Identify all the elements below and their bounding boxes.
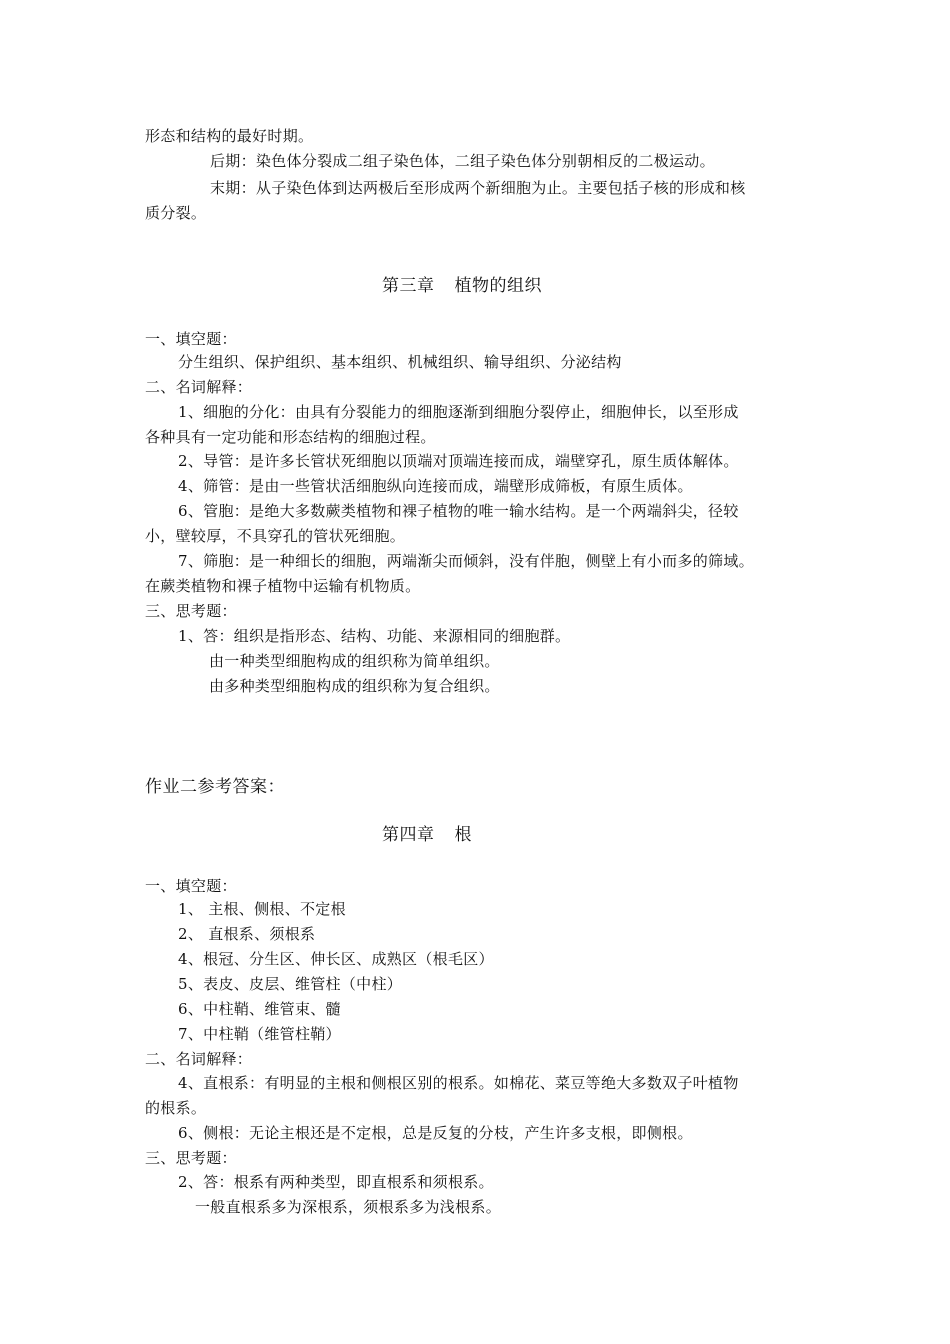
section-heading: 二、名词解释： [145, 378, 253, 396]
section-heading: 三、思考题： [145, 1149, 237, 1167]
answer-line: 6、中柱鞘、维管束、髓 [178, 1000, 341, 1018]
text-line: 形态和结构的最好时期。 [145, 127, 314, 145]
answer-line: 在蕨类植物和裸子植物中运输有机物质。 [145, 577, 421, 595]
answer-line: 一般直根系多为深根系，须根系多为浅根系。 [195, 1198, 502, 1216]
section-heading: 二、名词解释： [145, 1050, 253, 1068]
answer-line: 分生组织、保护组织、基本组织、机械组织、输导组织、分泌结构 [178, 353, 622, 371]
answer-line: 2、 直根系、须根系 [178, 925, 316, 943]
answer-line: 6、侧根：无论主根还是不定根，总是反复的分枝，产生许多支根，即侧根。 [178, 1124, 693, 1142]
chapter-name: 植物的组织 [454, 276, 542, 296]
section-heading: 三、思考题： [145, 602, 237, 620]
text-line: 后期：染色体分裂成二组子染色体，二组子染色体分别朝相反的二极运动。 [210, 152, 715, 170]
chapter-number: 第四章 [382, 825, 435, 845]
answer-line: 5、表皮、皮层、维管柱（中柱） [178, 975, 403, 993]
answer-line: 的根系。 [145, 1099, 207, 1117]
chapter-title [382, 825, 472, 845]
answer-line: 7、筛胞：是一种细长的细胞，两端渐尖而倾斜，没有伴胞，侧壁上有小而多的筛域。 [178, 552, 754, 570]
homework-heading: 作业二参考答案： [145, 777, 285, 797]
answer-line: 1、细胞的分化：由具有分裂能力的细胞逐渐到细胞分裂停止，细胞伸长，以至形成 [178, 403, 739, 421]
section-heading: 一、填空题： [145, 877, 237, 895]
answer-line: 4、筛管：是由一些管状活细胞纵向连接而成，端壁形成筛板，有原生质体。 [178, 477, 693, 495]
answer-line: 2、答：根系有两种类型，即直根系和须根系。 [178, 1173, 494, 1191]
chapter-name: 根 [454, 825, 472, 845]
answer-line: 1、答：组织是指形态、结构、功能、来源相同的细胞群。 [178, 627, 571, 645]
text-line: 末期：从子染色体到达两极后至形成两个新细胞为止。主要包括子核的形成和核 [210, 179, 746, 197]
chapter-number: 第三章 [382, 276, 435, 296]
answer-line: 1、 主根、侧根、不定根 [178, 900, 346, 918]
answer-line: 2、导管：是许多长管状死细胞以顶端对顶端连接而成，端壁穿孔，原生质体解体。 [178, 452, 739, 470]
answer-line: 6、管胞：是绝大多数蕨类植物和裸子植物的唯一输水结构。是一个两端斜尖，径较 [178, 502, 739, 520]
answer-line: 各种具有一定功能和形态结构的细胞过程。 [145, 428, 436, 446]
chapter-title [382, 276, 542, 296]
section-heading: 一、填空题： [145, 330, 237, 348]
answer-line: 由多种类型细胞构成的组织称为复合组织。 [209, 677, 500, 695]
answer-line: 小，壁较厚，不具穿孔的管状死细胞。 [145, 527, 406, 545]
answer-line: 7、中柱鞘（维管柱鞘） [178, 1025, 341, 1043]
text-line: 质分裂。 [145, 204, 207, 222]
answer-line: 4、根冠、分生区、伸长区、成熟区（根毛区） [178, 950, 494, 968]
answer-line: 由一种类型细胞构成的组织称为简单组织。 [209, 652, 500, 670]
answer-line: 4、直根系：有明显的主根和侧根区别的根系。如棉花、菜豆等绝大多数双子叶植物 [178, 1074, 739, 1092]
